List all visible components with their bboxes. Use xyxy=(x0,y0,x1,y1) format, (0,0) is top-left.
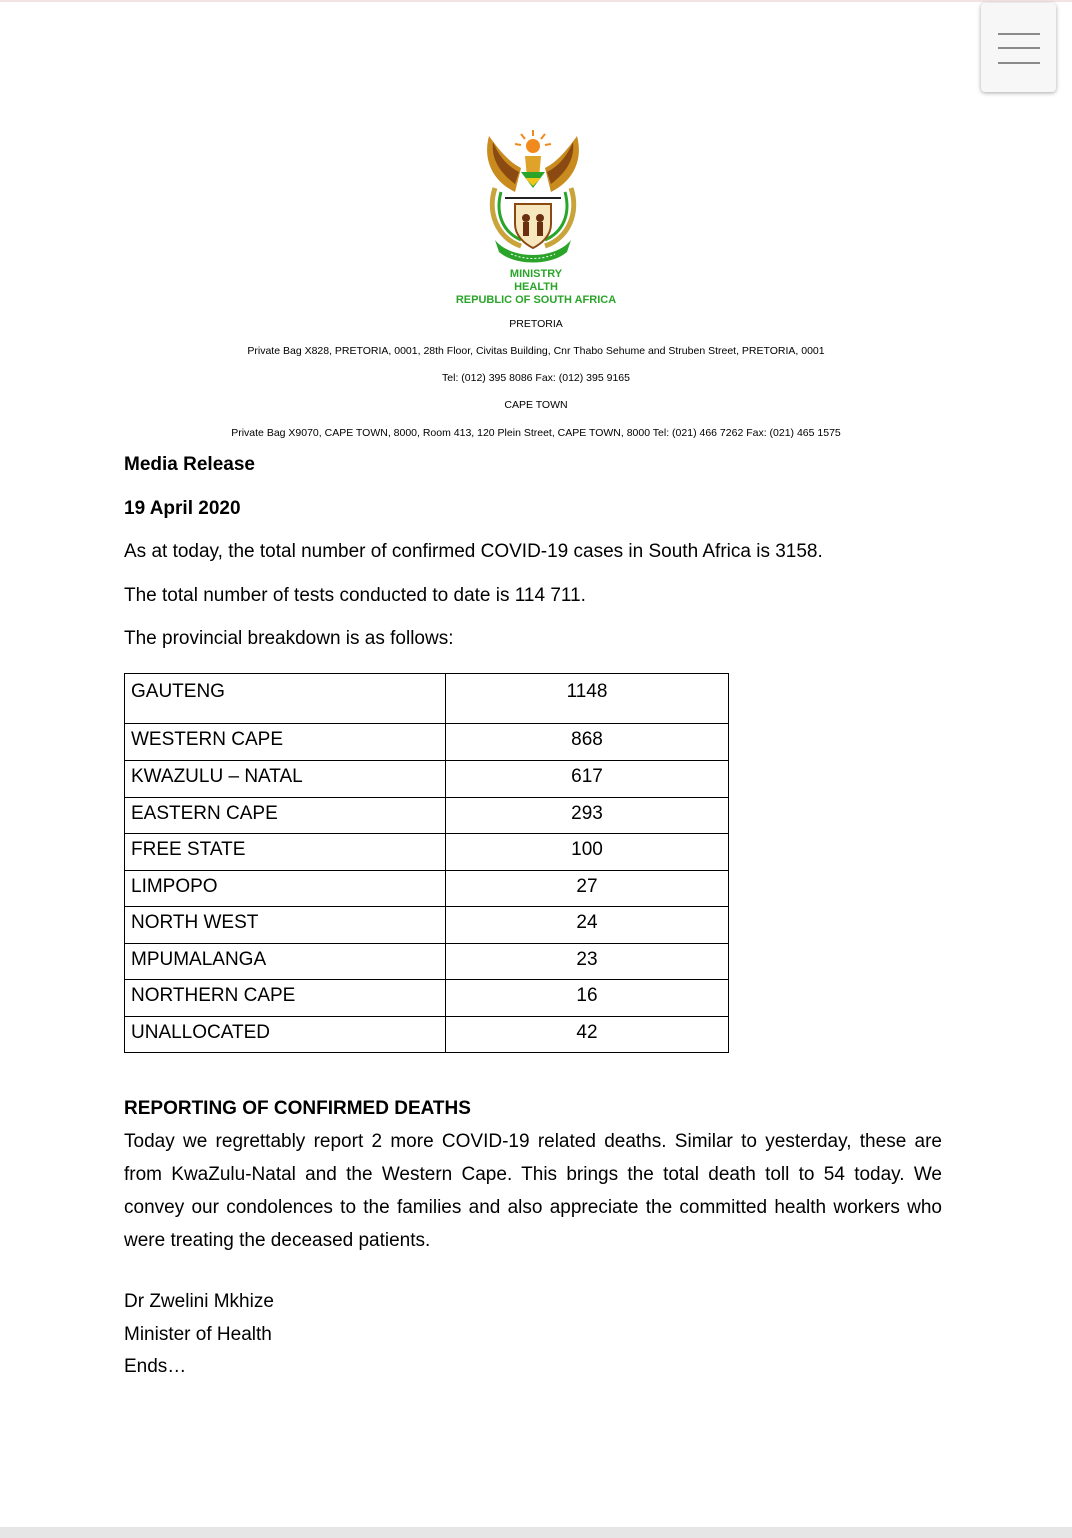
signoff-name: Dr Zwelini Mkhize xyxy=(124,1291,274,1312)
table-row xyxy=(125,834,729,871)
province-name: LIMPOPO xyxy=(125,871,446,907)
province-name: UNALLOCATED xyxy=(125,1017,446,1053)
table-row xyxy=(125,674,729,724)
table-row xyxy=(125,871,729,907)
table-row xyxy=(125,761,729,798)
province-name: GAUTENG xyxy=(125,674,446,724)
coat-of-arms-icon xyxy=(481,128,585,264)
province-name: MPUMALANGA xyxy=(125,944,446,980)
province-value: 100 xyxy=(446,834,729,871)
hamburger-icon-bar xyxy=(998,47,1040,49)
province-value: 293 xyxy=(446,798,729,834)
province-name: EASTERN CAPE xyxy=(125,798,446,834)
breakdown-intro: The provincial breakdown is as follows: xyxy=(124,628,454,649)
province-value: 1148 xyxy=(446,674,729,724)
province-name: WESTERN CAPE xyxy=(125,724,446,761)
province-value: 617 xyxy=(446,761,729,798)
deaths-paragraph: Today we regrettably report 2 more COVID-19 related deaths. Similar to yesterday, these are from KwaZulu-Natal and the Western Cape. This brings the total death toll to 54 today. We convey our condolences to the families and also appreciate the committed health workers who were treating the deceased patients. xyxy=(124,1131,942,1251)
table-row xyxy=(125,798,729,834)
hamburger-icon xyxy=(998,33,1040,35)
hamburger-icon-bar xyxy=(998,62,1040,64)
province-name: NORTHERN CAPE xyxy=(125,980,446,1017)
release-date: 19 April 2020 xyxy=(124,498,241,519)
table-row xyxy=(125,980,729,1017)
deaths-heading: REPORTING OF CONFIRMED DEATHS xyxy=(124,1098,471,1119)
capetown-address: Private Bag X9070, CAPE TOWN, 8000, Room 413, 120 Plein Street, CAPE TOWN, 8000 Tel: (021) 466 7262 Fax: (021) 465 1575 xyxy=(231,427,841,439)
province-value: 868 xyxy=(446,724,729,761)
province-value: 16 xyxy=(446,980,729,1017)
table-row xyxy=(125,724,729,761)
country-label: REPUBLIC OF SOUTH AFRICA xyxy=(455,294,617,306)
total-cases-line: As at today, the total number of confirmed COVID-19 cases in South Africa is 3158. xyxy=(124,541,823,562)
pretoria-phone: Tel: (012) 395 8086 Fax: (012) 395 9165 xyxy=(442,372,630,384)
signoff-title: Minister of Health xyxy=(124,1324,272,1345)
pretoria-address: Private Bag X828, PRETORIA, 0001, 28th Floor, Civitas Building, Cnr Thabo Sehume and Struben Street, PRETORIA, 0001 xyxy=(247,345,825,357)
department-label: HEALTH xyxy=(514,281,558,293)
menu-button[interactable] xyxy=(981,3,1056,92)
bottom-bar xyxy=(0,1527,1072,1538)
province-name: NORTH WEST xyxy=(125,907,446,944)
ministry-label: MINISTRY xyxy=(509,268,563,280)
provincial-table xyxy=(124,673,729,1053)
province-value: 42 xyxy=(446,1017,729,1053)
top-divider xyxy=(0,0,1072,2)
signoff-end: Ends… xyxy=(124,1356,187,1377)
total-tests-line: The total number of tests conducted to date is 114 711. xyxy=(124,585,586,606)
release-type: Media Release xyxy=(124,454,255,475)
province-value: 24 xyxy=(446,907,729,944)
province-name: FREE STATE xyxy=(125,834,446,871)
province-name: KWAZULU – NATAL xyxy=(125,761,446,798)
province-value: 27 xyxy=(446,871,729,907)
province-value: 23 xyxy=(446,944,729,980)
table-row xyxy=(125,907,729,944)
pretoria-label: PRETORIA xyxy=(509,318,563,330)
table-row xyxy=(125,1017,729,1053)
capetown-label: CAPE TOWN xyxy=(504,399,568,411)
table-row xyxy=(125,944,729,980)
